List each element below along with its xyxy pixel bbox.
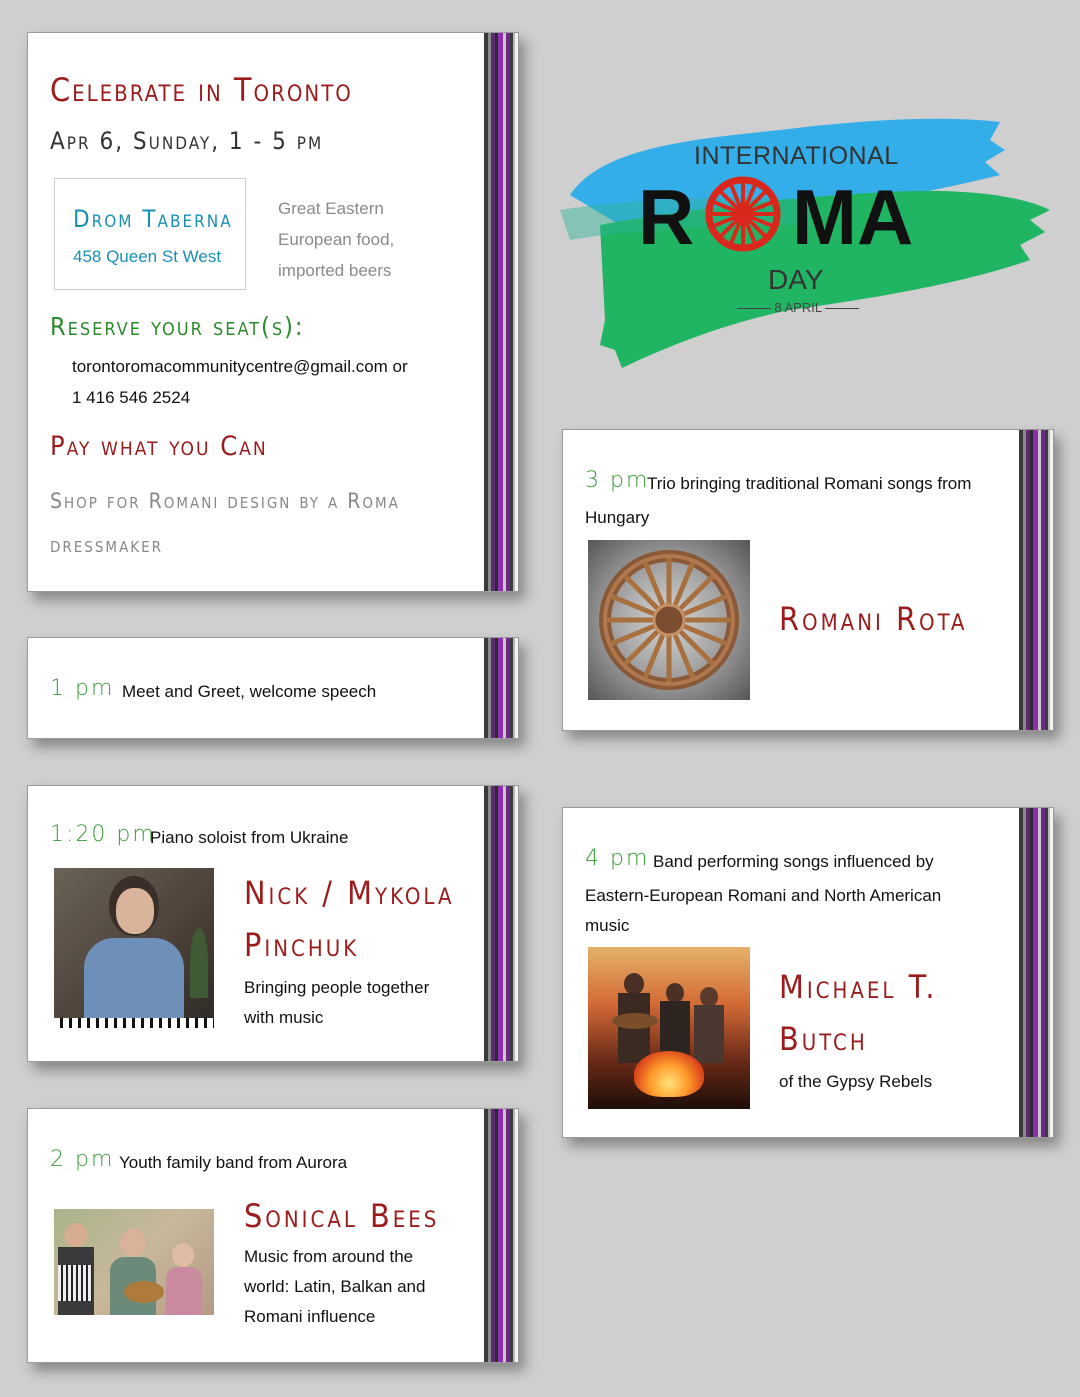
performer-name: Romani Rota	[779, 600, 968, 638]
event-card-2pm	[27, 1108, 519, 1363]
event-date: Apr 6, Sunday, 1 - 5 pm	[50, 127, 324, 155]
performer-tagline-line-2: with music	[244, 1008, 324, 1027]
performer-tagline-line-3: Romani influence	[244, 1307, 376, 1326]
decorative-stripe	[484, 1109, 518, 1362]
decorative-stripe	[484, 33, 518, 591]
event-time: 1 pm	[50, 676, 115, 701]
band-photo	[54, 1209, 214, 1315]
venue-blurb: Great Eastern European food, imported beers	[278, 199, 395, 280]
event-description-line-1: Trio bringing traditional Romani songs from	[647, 474, 972, 493]
reserve-phone[interactable]: 1 416 546 2524	[72, 388, 191, 407]
venue-address: 458 Queen St West	[73, 247, 222, 266]
roma-wheel-icon	[709, 180, 777, 248]
logo-date: 8 APRIL	[728, 300, 868, 315]
event-card-4pm	[562, 807, 1054, 1138]
wagon-wheel-icon	[588, 540, 750, 700]
event-time: 2 pm	[50, 1147, 115, 1172]
performer-name-line-2: Butch	[779, 1020, 868, 1058]
shop-line-1: Shop for Romani design by a Roma	[50, 489, 400, 513]
event-description-line-2: Eastern-European Romani and North American	[585, 886, 942, 905]
pianist-photo	[54, 868, 214, 1028]
performer-name-line-2: Pinchuk	[244, 926, 360, 964]
campfire-band-photo	[588, 947, 750, 1109]
logo-ma: MA	[792, 173, 914, 261]
logo-day: DAY	[768, 264, 824, 295]
roma-day-logo	[560, 100, 1060, 380]
performer-tagline: of the Gypsy Rebels	[779, 1072, 933, 1091]
event-description-line-3: music	[585, 916, 630, 935]
intro-card	[27, 32, 519, 592]
reserve-email[interactable]: torontoromacommunitycentre@gmail.com or	[72, 357, 408, 376]
performer-name-line-1: Michael T.	[779, 968, 938, 1006]
event-description: Piano soloist from Ukraine	[150, 828, 349, 847]
event-description: Youth family band from Aurora	[119, 1153, 348, 1172]
reserve-heading: Reserve your seat(s):	[50, 312, 305, 341]
venue-box	[54, 178, 246, 290]
decorative-stripe	[484, 638, 518, 738]
decorative-stripe	[484, 786, 518, 1061]
performer-name: Sonical Bees	[244, 1197, 440, 1235]
shop-line-2: dressmaker	[50, 533, 164, 557]
event-time: 4 pm	[585, 846, 650, 871]
performer-name-line-1: Nick / Mykola	[244, 874, 455, 912]
logo-r: R	[638, 173, 695, 261]
decorative-stripe	[1019, 430, 1053, 730]
event-time: 3 pm	[585, 468, 650, 493]
event-card-1pm	[27, 637, 519, 739]
event-title: Celebrate in Toronto	[50, 71, 353, 109]
event-description: Meet and Greet, welcome speech	[122, 682, 377, 701]
event-time: 1:20 pm	[50, 822, 156, 847]
event-description-line-1: Band performing songs influenced by	[653, 852, 934, 871]
event-card-120pm	[27, 785, 519, 1062]
wagon-wheel-photo	[588, 540, 750, 700]
performer-tagline-line-1: Bringing people together	[244, 978, 430, 997]
performer-tagline-line-2: world: Latin, Balkan and	[244, 1277, 426, 1296]
logo-international: INTERNATIONAL	[694, 142, 899, 170]
event-description-line-2: Hungary	[585, 508, 650, 527]
pay-heading: Pay what you Can	[50, 431, 268, 462]
venue-name: Drom Taberna	[73, 205, 233, 233]
performer-tagline-line-1: Music from around the	[244, 1247, 414, 1266]
event-card-3pm	[562, 429, 1054, 731]
decorative-stripe	[1019, 808, 1053, 1137]
